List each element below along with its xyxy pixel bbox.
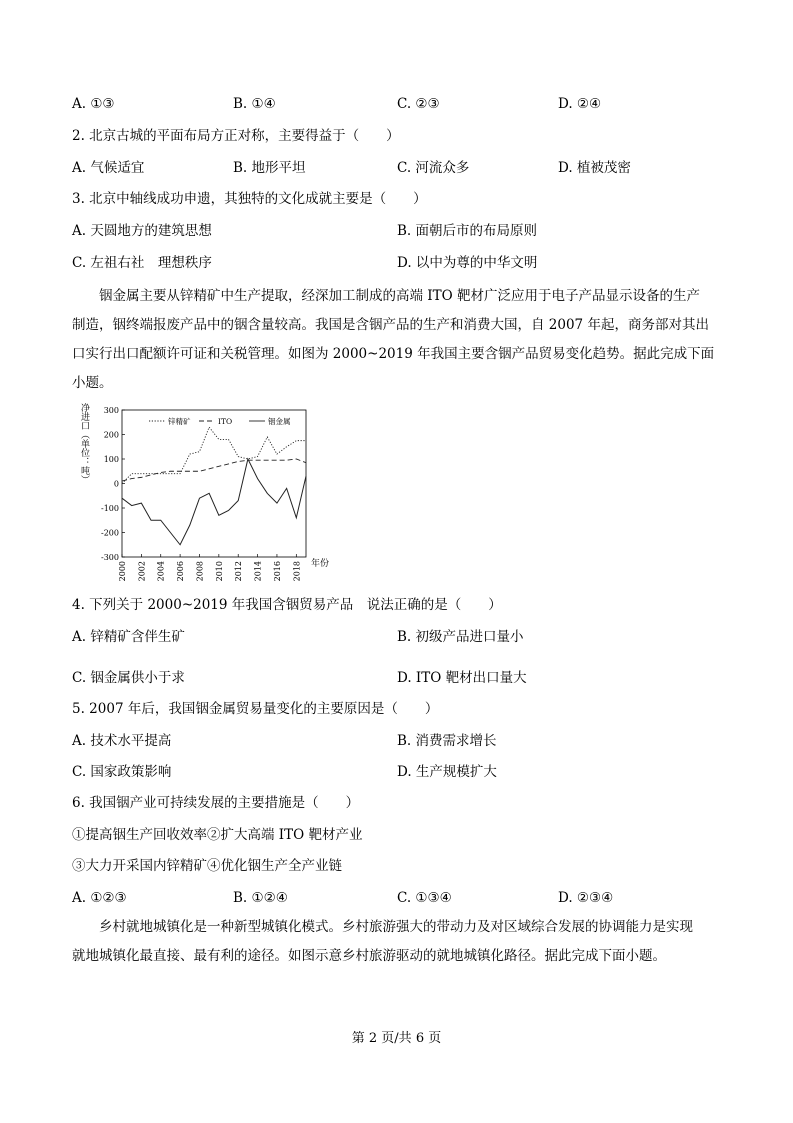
chart-x-tick-label: 2004 [156, 561, 166, 582]
q5-option-b: B. 消费需求增长 [397, 733, 497, 749]
chart-x-tick-label: 2002 [137, 561, 147, 582]
passage-rural-line: 就地城镇化最直接、最有利的途径。如图示意乡村旅游驱动的就地城镇化路径。据此完成下面小题。 [72, 948, 666, 964]
chart-frame [122, 410, 306, 557]
chart-y-tick-label: -100 [101, 504, 119, 513]
passage-indium [72, 282, 722, 398]
chart-y-tick-label: 300 [103, 406, 119, 415]
q1-option-c: C. ②③ [397, 96, 440, 112]
q4-option-b: B. 初级产品进口量小 [397, 629, 524, 645]
q5-option-d: D. 生产规模扩大 [397, 764, 497, 780]
q3-option-b: B. 面朝后市的布局原则 [397, 223, 538, 239]
chart-x-tick-label: 2010 [214, 561, 224, 582]
q2-option-b: B. 地形平坦 [233, 160, 306, 176]
chart-x-tick-label: 2016 [272, 561, 282, 582]
chart-y-tick-label: -200 [101, 528, 119, 538]
passage-indium-line: 口实行出口配额许可证和关税管理。如图为 2000~2019 年我国主要含铟产品贸易变化趋势。据此完成下面 [72, 346, 715, 362]
indium-trade-chart [74, 400, 344, 585]
chart-y-tick-label: 100 [103, 455, 119, 464]
legend-label: ITO [218, 417, 233, 426]
q6-stem: 6. 我国铟产业可持续发展的主要措施是（ ） [72, 795, 360, 811]
q4-stem: 4. 下列关于 2000~2019 年我国含铟贸易产品 说法正确的是（ ） [72, 597, 502, 613]
page-footer: 第 2 页/共 6 页 [351, 1031, 442, 1046]
chart-x-tick-label: 2012 [234, 561, 244, 582]
q3-option-a: A. 天圆地方的建筑思想 [72, 223, 212, 239]
chart-y-tick-label: 0 [113, 479, 119, 489]
q3-option-d: D. 以中为尊的中华文明 [397, 255, 538, 271]
chart-axes [101, 406, 301, 581]
q5-stem: 5. 2007 年后，我国铟金属贸易量变化的主要原因是（ ） [72, 701, 439, 717]
chart-x-tick-label: 2000 [118, 561, 127, 582]
q1-option-a: A. ①③ [72, 96, 115, 112]
chart-x-tick-label: 2006 [176, 561, 186, 582]
passage-indium-line: 小题。 [72, 375, 113, 391]
chart-y-tick-label: -300 [101, 553, 119, 562]
passage-indium-line: 制造，铟终端报废产品中的铟含量较高。我国是含铟产品的生产和消费大国，自 2007 年起，商务部对其出 [72, 317, 709, 333]
passage-rural-line: 乡村就地城镇化是一种新型城镇化模式。乡村旅游强大的带动力及对区域综合发展的协调能力是实现 [99, 919, 693, 935]
chart-x-tick-label: 2008 [195, 561, 205, 582]
q5-option-a: A. 技术水平提高 [72, 733, 172, 749]
legend-label: 铟金属 [268, 417, 291, 426]
passage-indium-line: 铟金属主要从锌精矿中生产提取，经深加工制成的高端 ITO 靶材广泛应用于电子产品显示设备的生产 [99, 288, 700, 304]
q6-statement-line-2: ③大力开采国内锌精矿④优化铟生产全产业链 [72, 858, 342, 874]
q5-option-c: C. 国家政策影响 [72, 764, 172, 780]
chart-series [122, 427, 306, 545]
passage-rural-urbanization [72, 913, 722, 971]
q6-option-a: A. ①②③ [72, 890, 127, 906]
q6-option-c: C. ①③④ [397, 890, 452, 906]
q6-option-b: B. ①②④ [233, 890, 288, 906]
chart-y-axis-label: 净进口（单位：吨） [79, 403, 89, 484]
chart-y-tick-label: 200 [103, 430, 119, 440]
q2-stem: 2. 北京古城的平面布局方正对称，主要得益于（ ） [72, 128, 400, 144]
q4-option-c: C. 铟金属供小于求 [72, 670, 185, 686]
legend-label: 锌精矿 [168, 417, 191, 426]
q2-option-d: D. 植被茂密 [558, 160, 631, 176]
q2-option-a: A. 气候适宜 [72, 160, 145, 176]
chart-legend [149, 416, 291, 426]
chart-x-axis-label: 年份 [311, 559, 330, 569]
chart-x-tick-label: 2014 [253, 561, 263, 582]
q4-option-d: D. ITO 靶材出口量大 [397, 670, 527, 686]
chart-plot-area [122, 410, 306, 557]
q3-option-c: C. 左祖右社 理想秩序 [72, 255, 212, 271]
chart-x-tick-label: 2018 [292, 561, 302, 582]
q4-option-a: A. 锌精矿含伴生矿 [72, 629, 185, 645]
q6-option-d: D. ②③④ [558, 890, 614, 906]
series-line-ITO [122, 459, 306, 481]
q6-statement-line-1: ①提高铟生产回收效率②扩大高端 ITO 靶材产业 [72, 827, 363, 843]
q3-stem: 3. 北京中轴线成功申遗，其独特的文化成就主要是（ ） [72, 191, 427, 207]
q1-option-d: D. ②④ [558, 96, 602, 112]
series-line-铟金属 [122, 459, 306, 545]
q2-option-c: C. 河流众多 [397, 160, 470, 176]
q1-option-b: B. ①④ [233, 96, 276, 112]
